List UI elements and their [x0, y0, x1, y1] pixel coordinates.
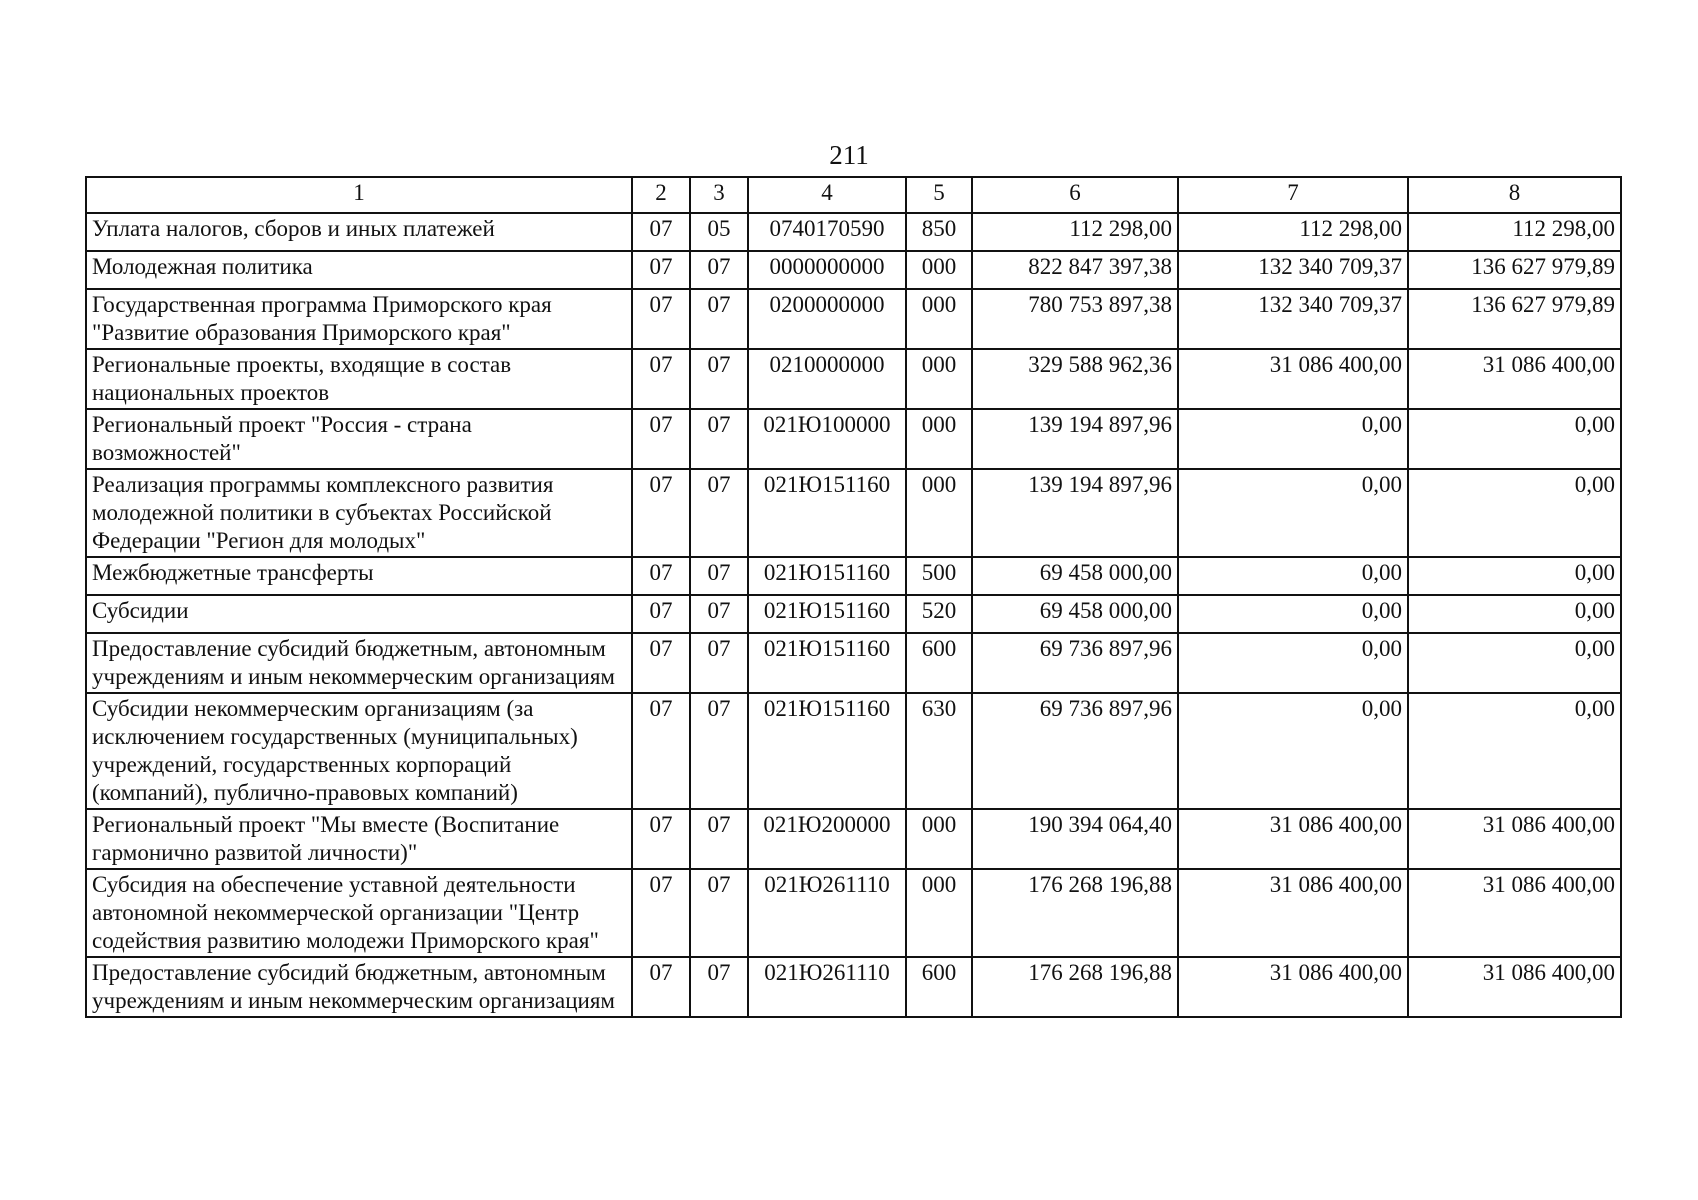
subsection-code: 07	[690, 869, 748, 957]
amount-col-6: 329 588 962,36	[972, 349, 1178, 409]
column-header: 6	[972, 177, 1178, 213]
expense-type-code: 850	[906, 213, 972, 251]
expense-type-code: 000	[906, 349, 972, 409]
target-article-code: 0210000000	[748, 349, 906, 409]
subsection-code: 07	[690, 957, 748, 1017]
target-article-code: 021Ю151160	[748, 633, 906, 693]
amount-col-7: 0,00	[1178, 595, 1408, 633]
amount-col-7: 0,00	[1178, 557, 1408, 595]
expense-type-code: 520	[906, 595, 972, 633]
table-row	[86, 289, 1621, 349]
table-row	[86, 869, 1621, 957]
column-header: 4	[748, 177, 906, 213]
amount-col-6: 112 298,00	[972, 213, 1178, 251]
row-name: Предоставление субсидий бюджетным, автономным учреждениям и иным некоммерческим организациям	[86, 633, 632, 693]
table-row	[86, 957, 1621, 1017]
row-name: Региональный проект "Россия - страна возможностей"	[86, 409, 632, 469]
target-article-code: 021Ю261110	[748, 869, 906, 957]
amount-col-8: 136 627 979,89	[1408, 251, 1621, 289]
amount-col-8: 31 086 400,00	[1408, 349, 1621, 409]
amount-col-6: 69 736 897,96	[972, 633, 1178, 693]
row-name: Субсидия на обеспечение уставной деятельности автономной некоммерческой организации "Центр содействия развитию молодежи Приморского края"	[86, 869, 632, 957]
amount-col-8: 0,00	[1408, 409, 1621, 469]
section-code: 07	[632, 349, 690, 409]
amount-col-8: 0,00	[1408, 595, 1621, 633]
amount-col-8: 31 086 400,00	[1408, 809, 1621, 869]
target-article-code: 021Ю151160	[748, 557, 906, 595]
target-article-code: 021Ю100000	[748, 409, 906, 469]
amount-col-8: 31 086 400,00	[1408, 869, 1621, 957]
subsection-code: 07	[690, 633, 748, 693]
amount-col-6: 69 458 000,00	[972, 557, 1178, 595]
amount-col-7: 31 086 400,00	[1178, 809, 1408, 869]
target-article-code: 0740170590	[748, 213, 906, 251]
expense-type-code: 000	[906, 409, 972, 469]
subsection-code: 07	[690, 595, 748, 633]
amount-col-6: 69 458 000,00	[972, 595, 1178, 633]
amount-col-7: 112 298,00	[1178, 213, 1408, 251]
table-row	[86, 469, 1621, 557]
section-code: 07	[632, 693, 690, 809]
amount-col-7: 0,00	[1178, 409, 1408, 469]
section-code: 07	[632, 251, 690, 289]
subsection-code: 07	[690, 251, 748, 289]
expense-type-code: 000	[906, 809, 972, 869]
amount-col-6: 139 194 897,96	[972, 469, 1178, 557]
table-row	[86, 409, 1621, 469]
amount-col-7: 0,00	[1178, 633, 1408, 693]
row-name: Уплата налогов, сборов и иных платежей	[86, 213, 632, 251]
target-article-code: 021Ю151160	[748, 469, 906, 557]
target-article-code: 0000000000	[748, 251, 906, 289]
target-article-code: 021Ю151160	[748, 693, 906, 809]
row-name: Реализация программы комплексного развития молодежной политики в субъектах Российской Федерации "Регион для молодых"	[86, 469, 632, 557]
section-code: 07	[632, 595, 690, 633]
table-row	[86, 251, 1621, 289]
row-name: Межбюджетные трансферты	[86, 557, 632, 595]
expense-type-code: 630	[906, 693, 972, 809]
column-header: 5	[906, 177, 972, 213]
amount-col-7: 132 340 709,37	[1178, 289, 1408, 349]
table-row	[86, 809, 1621, 869]
expense-type-code: 500	[906, 557, 972, 595]
section-code: 07	[632, 557, 690, 595]
amount-col-6: 176 268 196,88	[972, 957, 1178, 1017]
amount-col-8: 0,00	[1408, 693, 1621, 809]
row-name: Субсидии некоммерческим организациям (за исключением государственных (муниципальных) учреждений, государственных корпораций (компаний), публично-правовых компаний)	[86, 693, 632, 809]
amount-col-6: 780 753 897,38	[972, 289, 1178, 349]
column-header: 3	[690, 177, 748, 213]
amount-col-8: 0,00	[1408, 557, 1621, 595]
section-code: 07	[632, 633, 690, 693]
budget-table	[85, 176, 1622, 1018]
amount-col-6: 822 847 397,38	[972, 251, 1178, 289]
amount-col-7: 0,00	[1178, 693, 1408, 809]
amount-col-6: 190 394 064,40	[972, 809, 1178, 869]
amount-col-8: 0,00	[1408, 633, 1621, 693]
page-number: 211	[829, 140, 869, 170]
table-row	[86, 349, 1621, 409]
row-name: Региональные проекты, входящие в состав национальных проектов	[86, 349, 632, 409]
section-code: 07	[632, 289, 690, 349]
section-code: 07	[632, 957, 690, 1017]
table-row	[86, 557, 1621, 595]
expense-type-code: 000	[906, 251, 972, 289]
table-row	[86, 693, 1621, 809]
target-article-code: 0200000000	[748, 289, 906, 349]
table-row	[86, 595, 1621, 633]
target-article-code: 021Ю151160	[748, 595, 906, 633]
subsection-code: 07	[690, 693, 748, 809]
expense-type-code: 000	[906, 289, 972, 349]
section-code: 07	[632, 213, 690, 251]
row-name: Субсидии	[86, 595, 632, 633]
column-header: 7	[1178, 177, 1408, 213]
header-row	[86, 177, 1621, 213]
target-article-code: 021Ю261110	[748, 957, 906, 1017]
amount-col-8: 0,00	[1408, 469, 1621, 557]
subsection-code: 07	[690, 809, 748, 869]
subsection-code: 07	[690, 289, 748, 349]
subsection-code: 07	[690, 409, 748, 469]
section-code: 07	[632, 869, 690, 957]
row-name: Предоставление субсидий бюджетным, автономным учреждениям и иным некоммерческим организациям	[86, 957, 632, 1017]
table-row	[86, 213, 1621, 251]
amount-col-8: 136 627 979,89	[1408, 289, 1621, 349]
amount-col-8: 112 298,00	[1408, 213, 1621, 251]
subsection-code: 07	[690, 557, 748, 595]
table-row	[86, 633, 1621, 693]
expense-type-code: 600	[906, 633, 972, 693]
amount-col-7: 31 086 400,00	[1178, 349, 1408, 409]
expense-type-code: 600	[906, 957, 972, 1017]
amount-col-7: 0,00	[1178, 469, 1408, 557]
amount-col-8: 31 086 400,00	[1408, 957, 1621, 1017]
expense-type-code: 000	[906, 869, 972, 957]
row-name: Государственная программа Приморского края "Развитие образования Приморского края"	[86, 289, 632, 349]
target-article-code: 021Ю200000	[748, 809, 906, 869]
expense-type-code: 000	[906, 469, 972, 557]
section-code: 07	[632, 469, 690, 557]
column-header: 2	[632, 177, 690, 213]
amount-col-7: 31 086 400,00	[1178, 957, 1408, 1017]
amount-col-7: 31 086 400,00	[1178, 869, 1408, 957]
row-name: Региональный проект "Мы вместе (Воспитание гармонично развитой личности)"	[86, 809, 632, 869]
subsection-code: 05	[690, 213, 748, 251]
column-header: 8	[1408, 177, 1621, 213]
column-header: 1	[86, 177, 632, 213]
section-code: 07	[632, 809, 690, 869]
amount-col-6: 69 736 897,96	[972, 693, 1178, 809]
amount-col-6: 176 268 196,88	[972, 869, 1178, 957]
section-code: 07	[632, 409, 690, 469]
subsection-code: 07	[690, 469, 748, 557]
subsection-code: 07	[690, 349, 748, 409]
amount-col-7: 132 340 709,37	[1178, 251, 1408, 289]
amount-col-6: 139 194 897,96	[972, 409, 1178, 469]
row-name: Молодежная политика	[86, 251, 632, 289]
